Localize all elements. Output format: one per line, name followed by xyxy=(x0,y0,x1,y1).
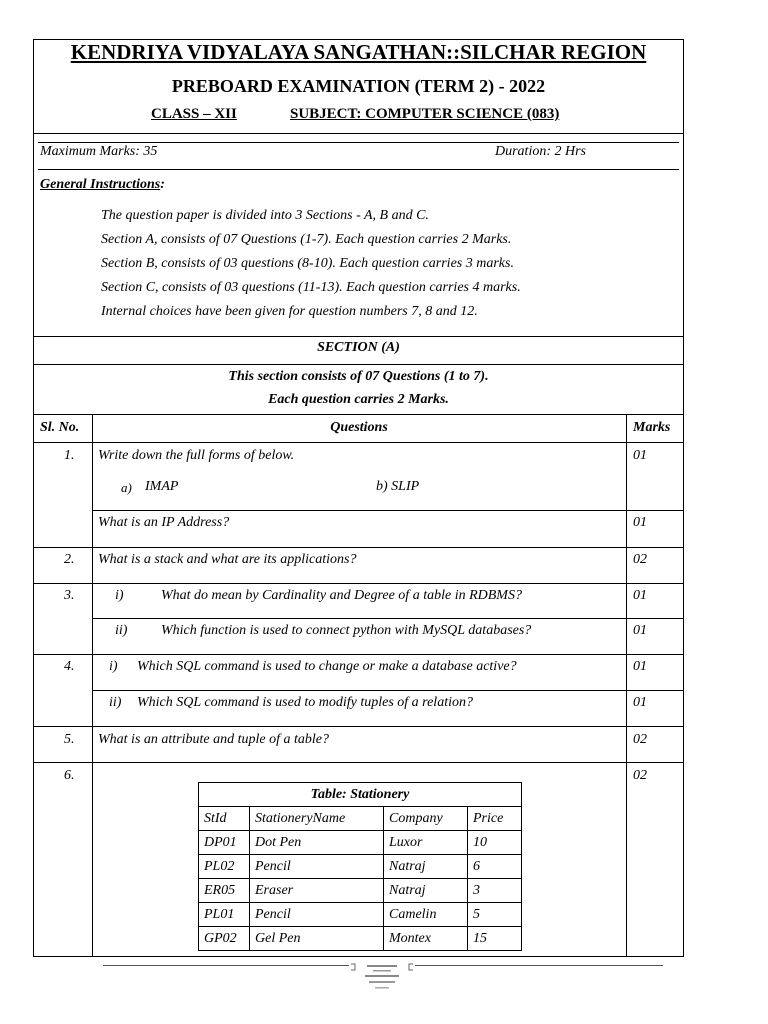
cell: Montex xyxy=(384,927,468,951)
cell: GP02 xyxy=(199,927,250,951)
cell: 15 xyxy=(468,927,522,951)
question-number: 5. xyxy=(64,732,75,747)
exam-title: PREBOARD EXAMINATION (TERM 2) - 2022 xyxy=(171,76,546,96)
cell: PL02 xyxy=(199,855,250,879)
option-b: b) SLIP xyxy=(376,479,420,494)
footer-emblem-icon xyxy=(349,962,415,992)
table-row xyxy=(199,927,522,951)
question-number: 1. xyxy=(64,448,75,463)
instruction-item: Section B, consists of 03 questions (8-10). Each question carries 3 marks. xyxy=(101,256,514,271)
divider xyxy=(34,442,683,443)
cell: Camelin xyxy=(384,903,468,927)
school-title: KENDRIYA VIDYALAYA SANGATHAN::SILCHAR REGION xyxy=(70,40,647,64)
question-number: 3. xyxy=(64,588,75,603)
sub-label: i) xyxy=(115,588,124,603)
cell: Natraj xyxy=(384,879,468,903)
table-header-row xyxy=(199,807,522,831)
option-a: IMAP xyxy=(145,479,179,494)
sub-label: ii) xyxy=(109,695,122,710)
question-text: What do mean by Cardinality and Degree of a table in RDBMS? xyxy=(161,588,522,603)
cell: Pencil xyxy=(250,855,384,879)
sub-label: ii) xyxy=(115,623,128,638)
question-marks: 02 xyxy=(633,732,647,747)
column-header: StId xyxy=(199,807,250,831)
cell: ER05 xyxy=(199,879,250,903)
section-note: This section consists of 07 Questions (1 to 7). xyxy=(228,369,489,384)
exam-paper-frame xyxy=(33,39,684,957)
question-number: 2. xyxy=(64,552,75,567)
cell: 6 xyxy=(468,855,522,879)
question-marks: 01 xyxy=(633,588,647,603)
column-header: Company xyxy=(384,807,468,831)
sub-label: i) xyxy=(109,659,118,674)
table-caption: Table: Stationery xyxy=(199,783,522,807)
cell: Pencil xyxy=(250,903,384,927)
divider xyxy=(92,510,683,511)
divider xyxy=(34,336,683,337)
cell: 3 xyxy=(468,879,522,903)
divider xyxy=(34,654,683,655)
subject-label: SUBJECT: COMPUTER SCIENCE (083) xyxy=(290,106,560,122)
column-divider xyxy=(626,414,627,957)
question-text: Which SQL command is used to change or make a database active? xyxy=(137,659,517,674)
header-questions: Questions xyxy=(330,420,388,435)
cell: Dot Pen xyxy=(250,831,384,855)
divider xyxy=(34,583,683,584)
instruction-item: The question paper is divided into 3 Sections - A, B and C. xyxy=(101,208,429,223)
divider xyxy=(92,690,683,691)
section-note: Each question carries 2 Marks. xyxy=(268,392,449,407)
instruction-item: Section C, consists of 03 questions (11-13). Each question carries 4 marks. xyxy=(101,280,521,295)
cell: Eraser xyxy=(250,879,384,903)
question-marks: 01 xyxy=(633,515,647,530)
instructions-heading: General Instructions: xyxy=(40,177,165,192)
question-marks: 02 xyxy=(633,768,647,783)
question-marks: 01 xyxy=(633,659,647,674)
instruction-item: Section A, consists of 07 Questions (1-7). Each question carries 2 Marks. xyxy=(101,232,512,247)
table-row xyxy=(199,903,522,927)
divider xyxy=(34,414,683,415)
duration: Duration: 2 Hrs xyxy=(495,144,587,159)
divider xyxy=(92,618,683,619)
max-marks: Maximum Marks: 35 xyxy=(40,144,158,159)
question-marks: 02 xyxy=(633,552,647,567)
question-text: Write down the full forms of below. xyxy=(98,448,295,463)
class-label: CLASS – XII xyxy=(151,106,237,122)
question-number: 4. xyxy=(64,659,75,674)
section-title: SECTION (A) xyxy=(317,340,400,355)
column-divider xyxy=(92,414,93,957)
question-text: Which SQL command is used to modify tuples of a relation? xyxy=(137,695,473,710)
table-row xyxy=(199,879,522,903)
question-text: What is an attribute and tuple of a table? xyxy=(98,732,329,747)
option-label: a) xyxy=(121,480,132,495)
divider xyxy=(34,762,683,763)
stationery-table xyxy=(198,782,522,951)
cell: DP01 xyxy=(199,831,250,855)
column-header: StationeryName xyxy=(250,807,384,831)
cell: Natraj xyxy=(384,855,468,879)
divider xyxy=(38,169,679,170)
header-marks: Marks xyxy=(633,420,671,435)
question-text: What is an IP Address? xyxy=(98,515,230,530)
cell: Luxor xyxy=(384,831,468,855)
question-number: 6. xyxy=(64,768,75,783)
cell: Gel Pen xyxy=(250,927,384,951)
question-text: Which function is used to connect python with MySQL databases? xyxy=(161,623,532,638)
question-marks: 01 xyxy=(633,623,647,638)
question-marks: 01 xyxy=(633,448,647,463)
question-marks: 01 xyxy=(633,695,647,710)
table-row xyxy=(199,855,522,879)
instruction-item: Internal choices have been given for question numbers 7, 8 and 12. xyxy=(101,304,478,319)
divider xyxy=(38,142,679,143)
divider xyxy=(34,547,683,548)
cell: 5 xyxy=(468,903,522,927)
column-header: Price xyxy=(468,807,522,831)
divider xyxy=(34,726,683,727)
cell: PL01 xyxy=(199,903,250,927)
table-row xyxy=(199,831,522,855)
divider xyxy=(34,364,683,365)
cell: 10 xyxy=(468,831,522,855)
header-slno: Sl. No. xyxy=(40,420,80,435)
divider xyxy=(34,133,683,134)
question-text: What is a stack and what are its applications? xyxy=(98,552,357,567)
